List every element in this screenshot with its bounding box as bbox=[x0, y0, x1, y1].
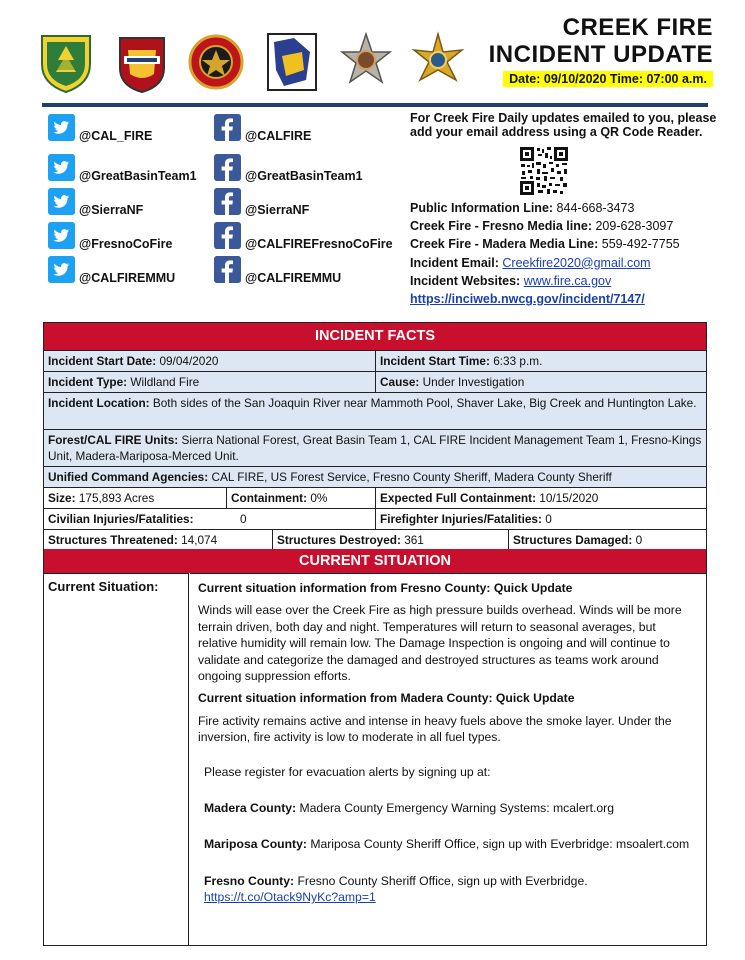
facebook-link-great-basin[interactable] bbox=[214, 151, 363, 183]
madera-update-heading: Current situation information from Madera County: Quick Update bbox=[198, 691, 575, 706]
cause-label: Cause: bbox=[380, 375, 420, 389]
fresno-media-line bbox=[410, 217, 720, 235]
size-label: Size: bbox=[48, 491, 76, 505]
location-cell bbox=[44, 393, 706, 429]
size-value: 175,893 Acres bbox=[78, 491, 155, 505]
facebook-handle: @CALFIREMMU bbox=[245, 271, 342, 285]
expected-containment-cell bbox=[375, 488, 706, 508]
twitter-icon bbox=[48, 222, 75, 249]
incident-type-value: Wildland Fire bbox=[130, 375, 200, 389]
fresno-update-text: Winds will ease over the Creek Fire as high pressure builds overhead. Winds will be more terrain driven, both day and night. Temperatures will return to seasonal averages, but relative humidity will remain low. The Damage Inspection is ongoing and will continue to validate and categorize the damaged and destroyed structures as teams work around ongoing suppression efforts. bbox=[198, 603, 682, 684]
inciweb-link[interactable]: https://inciweb.nwcg.gov/incident/7147/ bbox=[410, 292, 645, 307]
madera-media-line bbox=[410, 235, 720, 253]
structures-threatened-cell bbox=[44, 530, 272, 549]
facebook-link-calfire[interactable] bbox=[214, 111, 311, 143]
start-date-value: 09/04/2020 bbox=[159, 354, 219, 368]
header-divider bbox=[42, 103, 708, 107]
facts-row-location bbox=[44, 392, 706, 429]
madera-county-label: Madera County: bbox=[204, 801, 297, 816]
firefighter-injuries-cell bbox=[375, 509, 706, 529]
facebook-link-calfire-mmu[interactable] bbox=[214, 253, 341, 285]
expected-containment-value: 10/15/2020 bbox=[539, 491, 599, 505]
agencies-value: CAL FIRE, US Forest Service, Fresno County Sheriff, Madera County Sheriff bbox=[211, 470, 612, 484]
twitter-icon bbox=[48, 114, 75, 141]
facebook-handle: @CALFIRE bbox=[245, 129, 312, 143]
madera-media-label: Creek Fire - Madera Media Line: bbox=[410, 237, 599, 252]
mariposa-county-label: Mariposa County: bbox=[204, 837, 307, 852]
twitter-link-sierra-nf[interactable] bbox=[48, 185, 143, 217]
incident-email-line bbox=[410, 254, 720, 272]
cause-value: Under Investigation bbox=[422, 375, 525, 389]
fresno-county-alert bbox=[204, 873, 698, 906]
incident-facts-header: INCIDENT FACTS bbox=[44, 323, 706, 350]
sheriff-star-badge-logo bbox=[338, 30, 394, 94]
units-cell bbox=[44, 430, 706, 466]
facebook-link-calfire-fresno[interactable] bbox=[214, 219, 393, 251]
start-time-label: Incident Start Time: bbox=[380, 354, 490, 368]
facebook-handle: @CALFIREFresnoCoFire bbox=[245, 237, 393, 251]
public-info-line bbox=[410, 199, 720, 217]
start-time-cell bbox=[375, 351, 706, 371]
containment-cell bbox=[226, 488, 375, 508]
facebook-icon bbox=[214, 188, 241, 215]
civilian-injuries-value: 0 bbox=[240, 512, 247, 526]
facts-row-structures bbox=[44, 529, 706, 549]
evacuation-register-text: Please register for evacuation alerts by signing up at: bbox=[204, 764, 491, 779]
facebook-handle: @GreatBasinTeam1 bbox=[245, 169, 363, 183]
title-block bbox=[489, 14, 713, 88]
twitter-handle: @SierraNF bbox=[79, 203, 144, 217]
contact-lines bbox=[410, 199, 720, 308]
facebook-icon bbox=[214, 114, 241, 141]
civilian-injuries-label: Civilian Injuries/Fatalities: bbox=[48, 512, 194, 526]
civilian-injuries-cell bbox=[44, 509, 226, 529]
twitter-handle: @CAL_FIRE bbox=[79, 129, 153, 143]
structures-destroyed-value: 361 bbox=[404, 533, 424, 547]
time-label: Time: bbox=[609, 72, 644, 86]
start-time-value: 6:33 p.m. bbox=[493, 354, 543, 368]
sheriff-gold-star-logo bbox=[410, 30, 466, 94]
mariposa-county-alert bbox=[204, 836, 698, 852]
twitter-handle: @GreatBasinTeam1 bbox=[79, 169, 197, 183]
fresno-media-value: 209-628-3097 bbox=[595, 219, 674, 234]
location-value: Both sides of the San Joaquin River near Mammoth Pool, Shaver Lake, Big Creek and Huntington Lake. bbox=[152, 396, 697, 410]
facebook-icon bbox=[214, 222, 241, 249]
facts-row-start bbox=[44, 350, 706, 371]
facts-row-units bbox=[44, 429, 706, 466]
title-line-1: CREEK FIRE bbox=[562, 14, 713, 41]
current-situation-label: Current Situation: bbox=[44, 573, 189, 945]
qr-code-icon[interactable] bbox=[520, 147, 568, 195]
public-info-value: 844-668-3473 bbox=[556, 201, 635, 215]
agencies-cell bbox=[44, 467, 706, 487]
structures-destroyed-label: Structures Destroyed: bbox=[277, 533, 401, 547]
twitter-icon bbox=[48, 154, 75, 181]
madera-media-value: 559-492-7755 bbox=[601, 237, 680, 252]
structures-damaged-label: Structures Damaged: bbox=[513, 533, 633, 547]
madera-county-text: Madera County Emergency Warning Systems: mcalert.org bbox=[299, 801, 614, 816]
expected-containment-label: Expected Full Containment: bbox=[380, 491, 536, 505]
facebook-icon bbox=[214, 154, 241, 181]
current-situation-header: CURRENT SITUATION bbox=[44, 549, 706, 573]
inciweb-line bbox=[410, 290, 720, 308]
twitter-link-calfire-mmu[interactable] bbox=[48, 253, 175, 285]
incident-type-cell bbox=[44, 372, 375, 392]
structures-threatened-label: Structures Threatened: bbox=[48, 533, 178, 547]
facebook-link-sierra-nf[interactable] bbox=[214, 185, 309, 217]
structures-threatened-value: 14,074 bbox=[181, 533, 218, 547]
containment-label: Containment: bbox=[231, 491, 308, 505]
facebook-icon bbox=[214, 256, 241, 283]
facts-row-type bbox=[44, 371, 706, 392]
fresno-media-label: Creek Fire - Fresno Media line: bbox=[410, 219, 592, 234]
size-cell bbox=[44, 488, 226, 508]
twitter-icon bbox=[48, 256, 75, 283]
civilian-injuries-value-cell bbox=[226, 509, 375, 529]
current-situation-content bbox=[190, 573, 706, 945]
email-updates-intro: For Creek Fire Daily updates emailed to you, please add your email address using a QR Code Reader. bbox=[410, 111, 717, 139]
fresno-county-alert-link[interactable]: https://t.co/Otack9NyKc?amp=1 bbox=[204, 890, 376, 905]
facts-row-agencies bbox=[44, 466, 706, 487]
fresno-update-heading: Current situation information from Fresno County: Quick Update bbox=[198, 581, 573, 595]
time-value: 07:00 a.m. bbox=[646, 72, 707, 86]
incident-facts-table bbox=[43, 322, 707, 946]
incident-websites-line bbox=[410, 272, 720, 290]
location-label: Incident Location: bbox=[48, 396, 150, 410]
facts-row-injuries bbox=[44, 508, 706, 529]
cal-fire-logo bbox=[114, 30, 170, 94]
great-basin-team-logo bbox=[264, 30, 320, 94]
fire-department-seal-logo bbox=[188, 30, 244, 94]
twitter-handle: @FresnoCoFire bbox=[79, 237, 173, 251]
containment-value: 0% bbox=[310, 491, 328, 505]
cause-cell bbox=[375, 372, 706, 392]
fire-ca-gov-link[interactable]: www.fire.ca.gov bbox=[523, 273, 612, 288]
incident-type-label: Incident Type: bbox=[48, 375, 128, 389]
madera-update-text: Fire activity remains active and intense in heavy fuels above the smoke layer. Under the inversion, fire activity is low to moderate in all fuel types. bbox=[198, 713, 672, 745]
fresno-county-label: Fresno County: bbox=[204, 873, 295, 888]
date-label: Date: bbox=[509, 72, 541, 86]
agencies-label: Unified Command Agencies: bbox=[48, 470, 209, 484]
twitter-link-great-basin[interactable] bbox=[48, 151, 197, 183]
structures-destroyed-cell bbox=[272, 530, 508, 549]
firefighter-injuries-label: Firefighter Injuries/Fatalities: bbox=[380, 512, 542, 526]
incident-email-link[interactable]: Creekfire2020@gmail.com bbox=[502, 255, 651, 270]
firefighter-injuries-value: 0 bbox=[545, 512, 552, 526]
twitter-icon bbox=[48, 188, 75, 215]
date-time-badge bbox=[503, 71, 713, 87]
incident-email-label: Incident Email: bbox=[410, 255, 499, 270]
start-date-label: Incident Start Date: bbox=[48, 354, 157, 368]
start-date-cell bbox=[44, 351, 375, 371]
mariposa-county-text: Mariposa County Sheriff Office, sign up with Everbridge: msoalert.com bbox=[310, 837, 690, 852]
units-label: Forest/CAL FIRE Units: bbox=[48, 433, 179, 447]
date-value: 09/10/2020 bbox=[543, 72, 607, 86]
incident-websites-label: Incident Websites: bbox=[410, 273, 521, 288]
units-value: Sierra National Forest, Great Basin Team 1, CAL FIRE Incident Management Team 1, Fresno-Kings Unit, Madera-Mariposa-Merced Unit. bbox=[48, 433, 702, 463]
forest-service-shield-logo bbox=[38, 30, 94, 94]
fresno-county-text: Fresno County Sheriff Office, sign up with Everbridge. bbox=[297, 873, 588, 888]
title-line-2: INCIDENT UPDATE bbox=[488, 41, 713, 68]
structures-damaged-cell bbox=[508, 530, 706, 549]
madera-county-alert bbox=[204, 800, 698, 816]
facebook-handle: @SierraNF bbox=[245, 203, 310, 217]
facts-row-size bbox=[44, 487, 706, 508]
twitter-link-cal-fire[interactable] bbox=[48, 111, 152, 143]
twitter-link-fresno-co-fire[interactable] bbox=[48, 219, 172, 251]
public-info-label: Public Information Line: bbox=[410, 201, 554, 215]
structures-damaged-value: 0 bbox=[635, 533, 643, 547]
twitter-handle: @CALFIREMMU bbox=[79, 271, 176, 285]
contact-info bbox=[410, 111, 720, 307]
